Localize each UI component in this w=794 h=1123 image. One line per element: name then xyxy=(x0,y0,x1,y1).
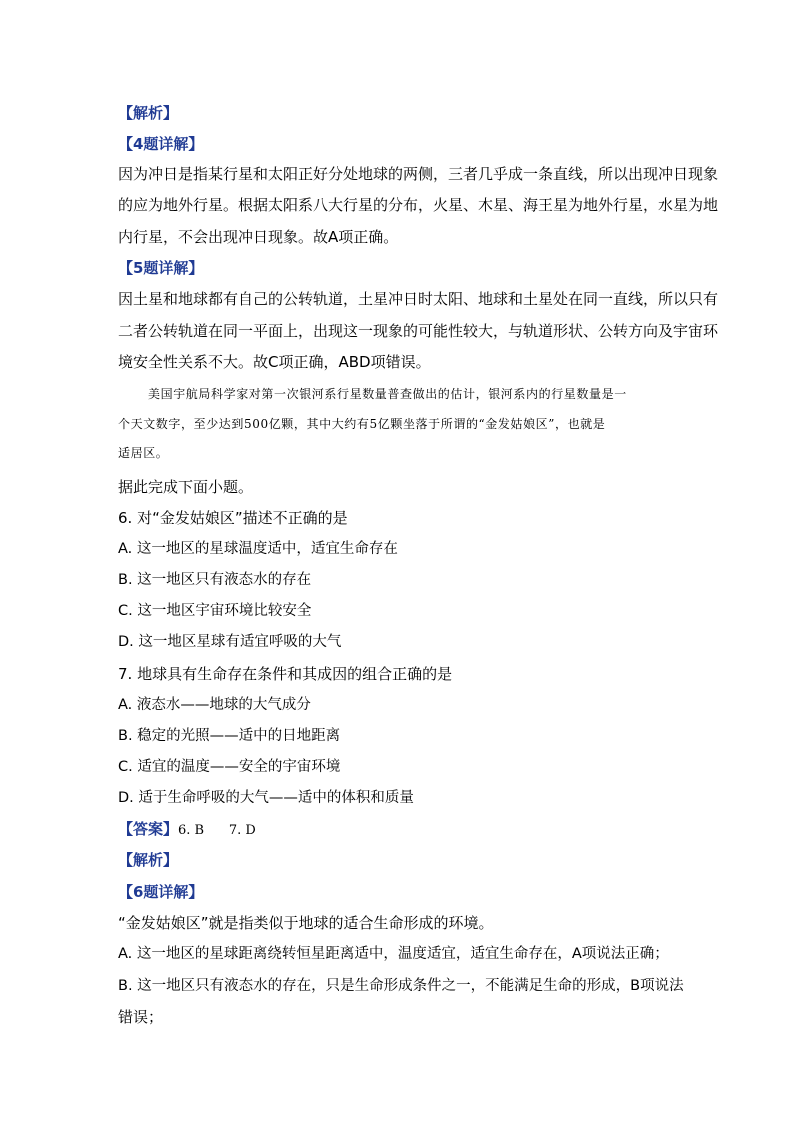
instruction-text: 据此完成下面小题。 xyxy=(118,478,254,496)
passage-line: 适居区。 xyxy=(118,446,169,460)
question-6-option-d: D. 这一地区星球有适宜呼吸的大气 xyxy=(118,634,342,650)
question-7-stem: 7. 地球具有生命存在条件和其成因的组合正确的是 xyxy=(118,665,453,683)
section-header-q5-detail: 【5题详解】 xyxy=(118,259,204,277)
question-6-option-b: B. 这一地区只有液态水的存在 xyxy=(118,572,312,588)
question-7-option-d: D. 适于生命呼吸的大气——适中的体积和质量 xyxy=(118,790,414,806)
paragraph-line: B. 这一地区只有液态水的存在，只是生命形成条件之一，不能满足生命的形成，B项说法 xyxy=(118,978,684,994)
question-6-option-c: C. 这一地区宇宙环境比较安全 xyxy=(118,603,312,619)
question-7-option-b: B. 稳定的光照——适中的日地距离 xyxy=(118,728,341,744)
paragraph-line: 境安全性关系不大。故C项正确，ABD项错误。 xyxy=(118,353,431,371)
answer-line xyxy=(118,819,256,841)
paragraph-line: 内行星，不会出现冲日现象。故A项正确。 xyxy=(118,228,399,246)
question-6-stem: 6. 对“金发姑娘区”描述不正确的是 xyxy=(118,509,348,527)
question-7-option-a: A. 液态水——地球的大气成分 xyxy=(118,697,311,713)
passage-line: 美国宇航局科学家对第一次银河系行星数量普查做出的估计，银河系内的行星数量是一 xyxy=(148,387,627,401)
paragraph-line: 错误； xyxy=(118,1008,164,1026)
section-header-analysis: 【解析】 xyxy=(118,104,179,122)
paragraph-line: 因为冲日是指某行星和太阳正好分处地球的两侧，三者几乎成一条直线，所以出现冲日现象 xyxy=(118,165,719,183)
passage-line: 个天文数字，至少达到500亿颗，其中大约有5亿颗坐落于所谓的“金发姑娘区”，也就是 xyxy=(118,417,606,431)
paragraph-line: 二者公转轨道在同一平面上，出现这一现象的可能性较大，与轨道形状、公转方向及宇宙环 xyxy=(118,322,719,340)
question-6-option-a: A. 这一地区的星球温度适中，适宜生命存在 xyxy=(118,541,398,557)
paragraph-line: 的应为地外行星。根据太阳系八大行星的分布，火星、木星、海王星为地外行星，水星为地 xyxy=(118,196,719,214)
answer-label: 【答案】 xyxy=(118,820,179,838)
paragraph-line: 因土星和地球都有自己的公转轨道，土星冲日时太阳、地球和土星处在同一直线，所以只有 xyxy=(118,290,719,308)
section-header-q4-detail: 【4题详解】 xyxy=(118,135,204,153)
section-header-analysis: 【解析】 xyxy=(118,851,179,869)
section-header-q6-detail: 【6题详解】 xyxy=(118,883,204,901)
paragraph-line: A. 这一地区的星球距离绕转恒星距离适中，温度适宜，适宜生命存在，A项说法正确； xyxy=(118,946,669,962)
question-7-option-c: C. 适宜的温度——安全的宇宙环境 xyxy=(118,759,341,775)
paragraph-line: “金发姑娘区”就是指类似于地球的适合生命形成的环境。 xyxy=(118,914,494,932)
answer-value: 6. B 7. D xyxy=(178,823,256,838)
